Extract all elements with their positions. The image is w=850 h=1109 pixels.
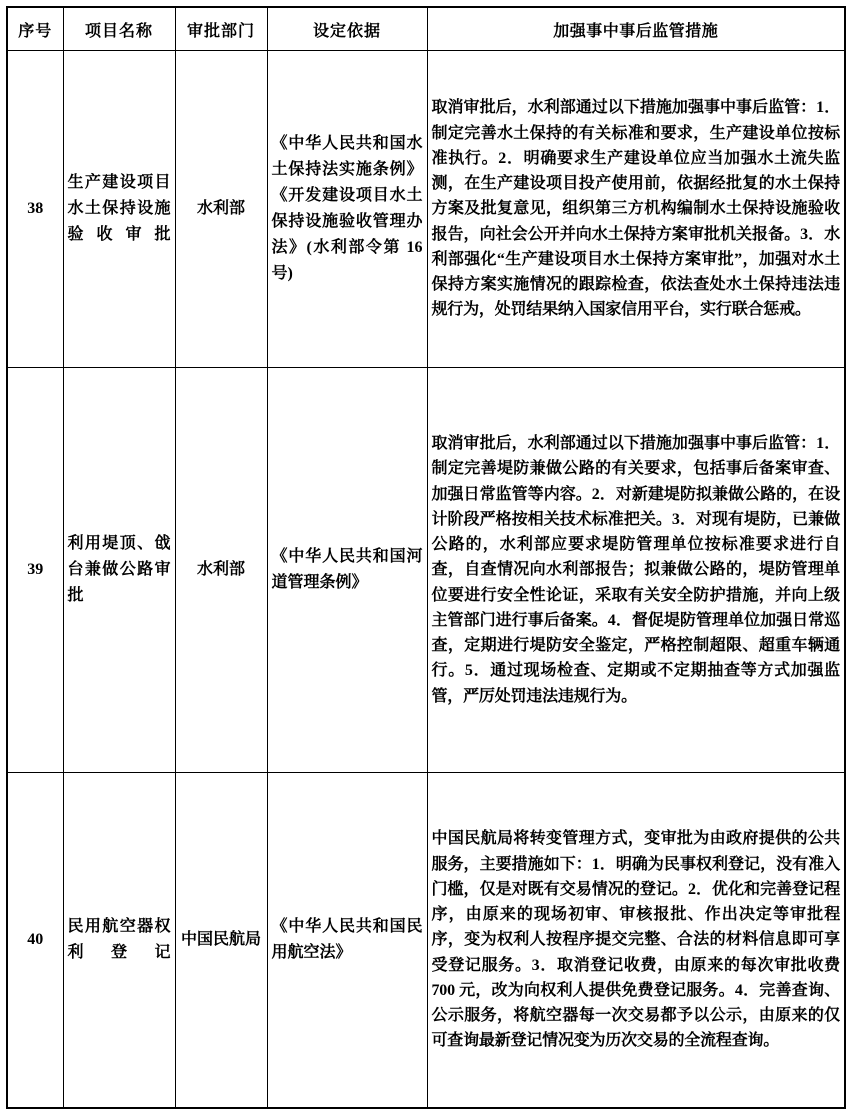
cell-supervision-measure: 取消审批后，水利部通过以下措施加强事中事后监管：1．制定完善堤防兼做公路的有关要求，包括事后备案审查、加强日常监管等内容。2．对新建堤防拟兼做公路的，在设计阶段严格按相关技术标准把关。3．对现有堤防，已兼做公路的，水利部应要求堤防管理单位按标准要求进行自查，自查情况向水利部报告；拟兼做公路的，堤防管理单位要进行安全性论证，采取有关安全防护措施，并向上级主管部门进行事后备案。4．督促堤防管理单位加强日常巡查，定期进行堤防安全鉴定，严格控制超限、超重车辆通行。5．通过现场检查、定期或不定期抽查等方式加强监管，严厉处罚违法违规行为。	[427, 368, 845, 773]
dept-text: 水利部	[196, 561, 245, 579]
cell-seq: 38	[7, 51, 63, 368]
cell-project-name: 民用航空器权利登记	[63, 773, 175, 1109]
cell-approval-department	[175, 368, 267, 773]
cell-seq: 39	[7, 368, 63, 773]
table-body	[7, 51, 845, 1109]
cell-approval-department	[175, 773, 267, 1109]
column-header-measure: 加强事中事后监管措施	[427, 7, 845, 51]
cell-legal-basis: 《中华人民共和国水土保持法实施条例》《开发建设项目水土保持设施验收管理办法》(水利部令第 16 号)	[267, 51, 427, 368]
column-header-basis: 设定依据	[267, 7, 427, 51]
cell-seq: 40	[7, 773, 63, 1109]
cell-project-name: 生产建设项目水土保持设施验收审批	[63, 51, 175, 368]
column-header-name: 项目名称	[63, 7, 175, 51]
table-header	[7, 7, 845, 51]
cell-legal-basis: 《中华人民共和国民用航空法》	[267, 773, 427, 1109]
cell-supervision-measure: 中国民航局将转变管理方式，变审批为由政府提供的公共服务，主要措施如下：1．明确为民事权利登记，没有准入门槛，仅是对既有交易情况的登记。2．优化和完善登记程序，由原来的现场初审、审核报批、作出决定等审批程序，变为权利人按程序提交完整、合法的材料信息即可享受登记服务。3．取消登记收费，由原来的每次审批收费 700 元，改为向权利人提供免费登记服务。4．完善查询、公示服务，将航空器每一次交易都予以公示，由原来的仅可查询最新登记情况变为历次交易的全流程查询。	[427, 773, 845, 1109]
column-header-dept: 审批部门	[175, 7, 267, 51]
table-row	[7, 51, 845, 368]
table-row	[7, 368, 845, 773]
column-header-seq: 序号	[7, 7, 63, 51]
cell-project-name: 利用堤顶、戗台兼做公路审批	[63, 368, 175, 773]
cell-approval-department	[175, 51, 267, 368]
cell-legal-basis: 《中华人民共和国河道管理条例》	[267, 368, 427, 773]
dept-text: 中国民航局	[180, 931, 261, 949]
table-header-row	[7, 7, 845, 51]
regulation-table	[6, 6, 846, 1109]
dept-text: 水利部	[196, 200, 245, 218]
cell-supervision-measure: 取消审批后，水利部通过以下措施加强事中事后监管：1．制定完善水土保持的有关标准和要求，生产建设单位按标准执行。2．明确要求生产建设单位应当加强水土流失监测，在生产建设项目投产使用前，依据经批复的水土保持方案及批复意见，组织第三方机构编制水土保持设施验收报告，向社会公开并向水土保持方案审批机关报备。3．水利部强化“生产建设项目水土保持方案审批”，加强对水土保持方案实施情况的跟踪检查，依法查处水土保持违法违规行为，处罚结果纳入国家信用平台，实行联合惩戒。	[427, 51, 845, 368]
table-row	[7, 773, 845, 1109]
